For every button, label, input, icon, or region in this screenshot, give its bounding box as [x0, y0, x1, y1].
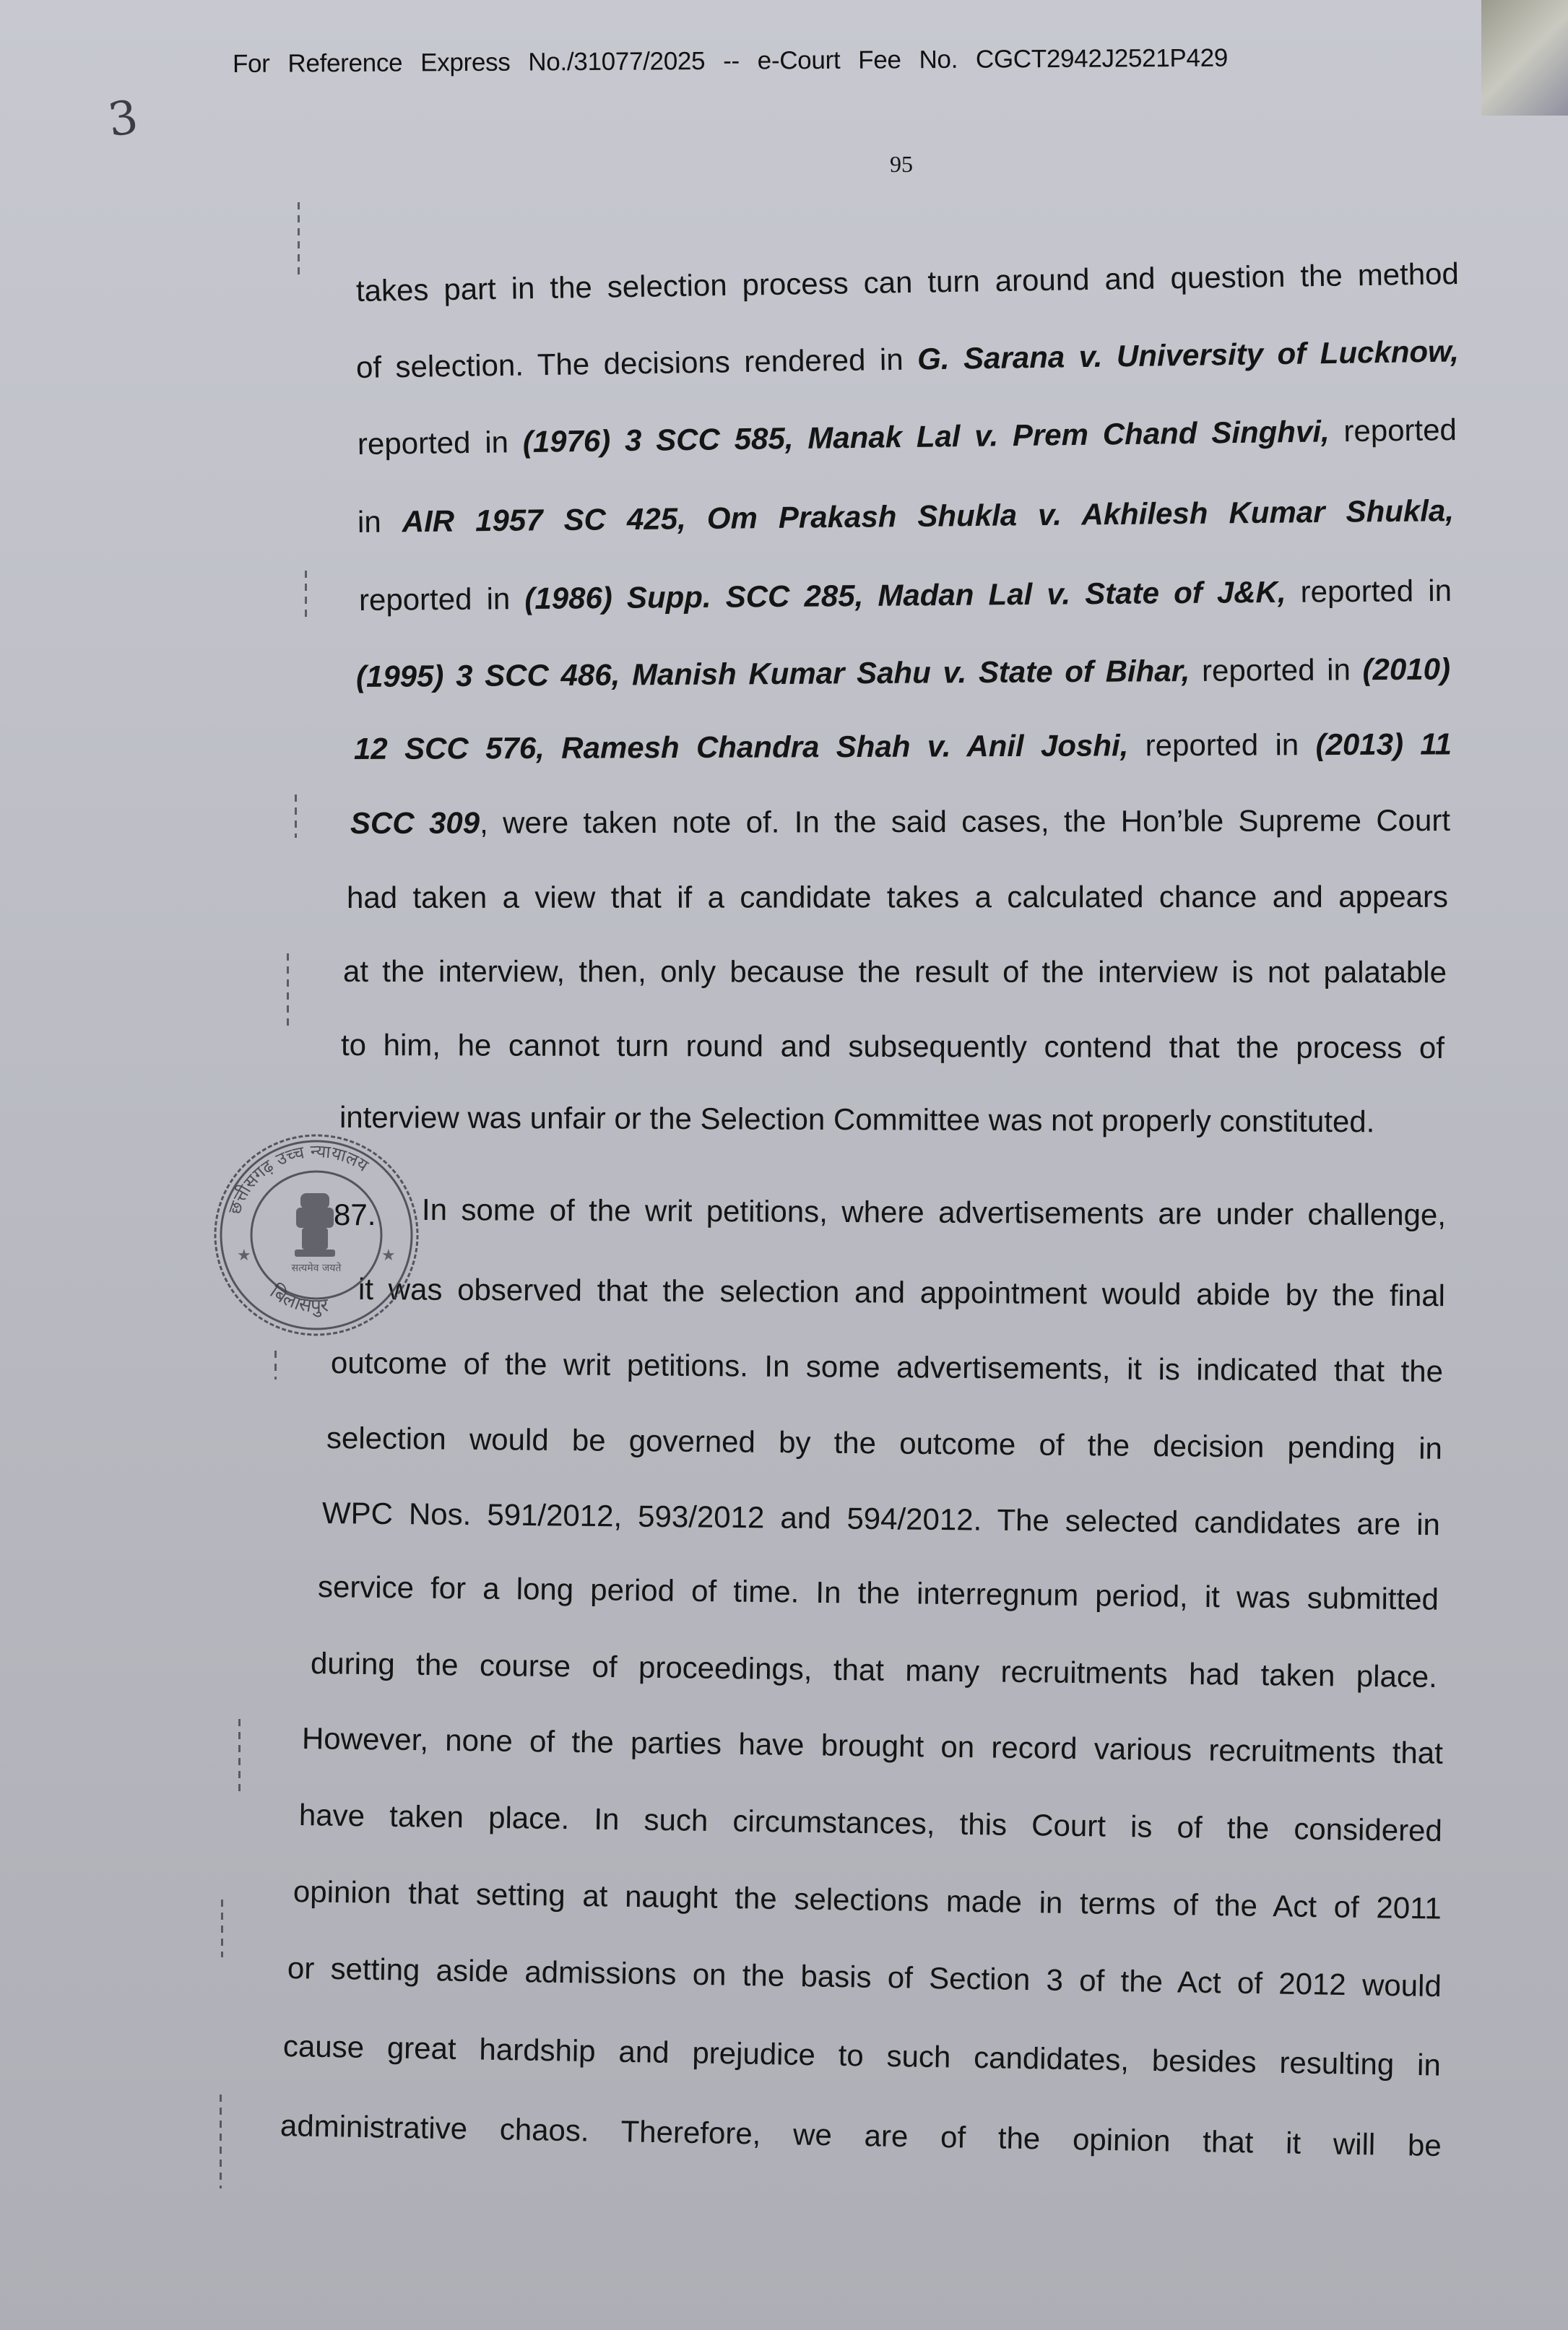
body-text: cause great hardship and prejudice to such candidates, besides resulting in [282, 2029, 1442, 2082]
case-citation: (1995) 3 SCC 486, Manish Kumar Sahu v. State of Bihar, [355, 653, 1190, 693]
body-text: in [357, 504, 402, 539]
text-line [347, 879, 1448, 916]
body-text: had taken a view that if a candidate takes a calculated chance and appears [346, 879, 1449, 914]
case-citation: G. Sarana v. University of Lucknow, [917, 334, 1460, 376]
ashoka-emblem-icon [295, 1193, 335, 1257]
case-citation: AIR 1957 SC 425, Om Prakash Shukla v. Akhilesh Kumar Shukla, [402, 493, 1455, 539]
body-text: WPC Nos. 591/2012, 593/2012 and 594/2012. The selected candidates are in [321, 1496, 1441, 1542]
text-line [358, 1271, 1445, 1314]
body-text: In some of the writ petitions, where advertisements are under challenge, [421, 1192, 1447, 1232]
case-citation: (1986) Supp. SCC 285, Madan Lal v. State of J&K, [524, 574, 1286, 615]
body-text: reported in [1128, 727, 1316, 763]
case-citation: (2013) 11 [1315, 727, 1452, 762]
body-text: interview was unfair or the Selection Committee was not properly constituted. [339, 1100, 1375, 1139]
body-text: it was observed that the selection and appointment would abide by the final [358, 1272, 1446, 1313]
text-line [356, 651, 1450, 695]
body-text: opinion that setting at naught the selections made in terms of the Act of 2011 [293, 1874, 1442, 1926]
body-text: reported in [1286, 573, 1452, 609]
body-text: takes part in the selection process can turn around and question the method [355, 256, 1460, 308]
body-text: during the course of proceedings, that many recruitments had taken place. [310, 1646, 1438, 1694]
body-text: service for a long period of time. In the interregnum period, it was submitted [317, 1569, 1439, 1616]
body-text: outcome of the writ petitions. In some advertisements, it is indicated that the [330, 1346, 1444, 1389]
margin-mark [221, 1900, 223, 1957]
seal-top-text: छत्तीसगढ़ उच्च न्यायालय [224, 1140, 373, 1217]
paragraph-number: 87. [334, 1198, 376, 1231]
body-text: of selection. The decisions rendered in [355, 342, 918, 384]
case-citation: SCC 309 [350, 805, 480, 840]
text-line [339, 1099, 1436, 1140]
reference-header: For Reference Express No./31077/2025 -- e-Court Fee No. CGCT2942J2521P429 [232, 43, 1229, 78]
body-text: reported in [1190, 652, 1363, 688]
text-line [350, 802, 1450, 841]
body-text: reported in [357, 425, 524, 461]
high-court-seal-stamp [208, 1127, 425, 1343]
body-text: or setting aside admissions on the basis of Section 3 of the Act of 2012 would [287, 1951, 1442, 2004]
text-line [354, 726, 1452, 767]
body-text: administrative chaos. Therefore, we are of the opinion that it will be [280, 2108, 1442, 2163]
text-line [422, 1192, 1446, 1233]
star-icon: ★ [237, 1246, 251, 1264]
background-behind-page [1481, 0, 1568, 116]
seal-motto: सत्यमेव जयते [291, 1263, 342, 1274]
margin-mark [287, 953, 289, 1026]
margin-mark [298, 202, 300, 274]
body-text: , were taken note of. In the said cases, the Hon’ble Supreme Court [480, 803, 1451, 840]
margin-mark [274, 1351, 277, 1380]
margin-mark [220, 2095, 222, 2188]
margin-mark [238, 1719, 241, 1791]
case-citation: 12 SCC 576, Ramesh Chandra Shah v. Anil Joshi, [353, 728, 1129, 766]
star-icon: ★ [381, 1246, 396, 1264]
text-line [341, 1027, 1444, 1066]
body-text: reported in [358, 581, 525, 617]
text-line [343, 953, 1447, 990]
handwritten-page-mark: 3 [105, 90, 142, 148]
body-text: selection would be governed by the outcome of the decision pending in [326, 1421, 1443, 1465]
body-text: at the interview, then, only because the result of the interview is not palatable [342, 954, 1447, 989]
body-text: to him, he cannot turn round and subsequently contend that the process of [340, 1028, 1445, 1065]
margin-mark [295, 794, 297, 838]
body-text: However, none of the parties have brought on record various recruitments that [301, 1721, 1444, 1770]
margin-mark [305, 571, 307, 621]
case-citation: (1976) 3 SCC 585, Manak Lal v. Prem Chand Singhvi, [522, 414, 1330, 459]
page-number: 95 [890, 151, 913, 177]
case-citation: (2010) [1362, 651, 1451, 687]
seal-bottom-text: बिलासपुर [265, 1281, 330, 1317]
body-text: reported [1329, 412, 1457, 449]
body-text: have taken place. In such circumstances, this Court is of the considered [298, 1798, 1443, 1848]
